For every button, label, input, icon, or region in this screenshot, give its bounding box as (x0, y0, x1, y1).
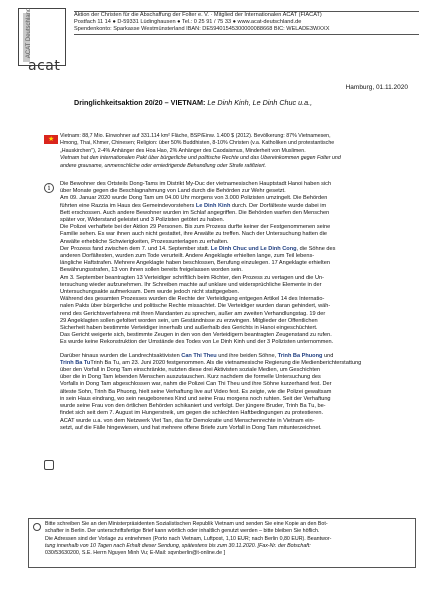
body-line: Untersuchungsakte aufmerksam. Dem wurde jedoch nicht stattgegeben. (60, 289, 240, 296)
body-line: Am 09. Januar 2020 wurde Dong Tam um 04.00 Uhr morgens von 3.000 Polizisten umzingelt. Die Behörden (60, 195, 328, 202)
instruction-box (28, 518, 416, 568)
organization-header (74, 12, 419, 34)
body-line: rend des Gerichtsverfahrens mit ihren Mandanten zu sprechen, außer am zweiten Verhandlungstag. 19 der (60, 310, 326, 317)
facts-line: „Hauskirchen"), 2-4% Anhänger des Hoa Hao, 2% Anhänger des Caodaismus, Minderheit von Muslimen. (60, 147, 306, 154)
facts-line: andere grausame, unmenschliche oder erniedrigende Behandlung oder Strafe ratifiziert. (60, 162, 267, 169)
body-line: ACAT wurde u.a. von dem Netzwerk Viet Tan, das für Demokratie und Menschenrechte in Vietnam ein- (60, 417, 315, 424)
body-line: längliche Haftstrafen. Mehrere Angeklagte haben beschlossen, Berufung einzulegen. 17 Angeklagte erhielten (60, 260, 330, 267)
instruction-line: tung innerhalb von 10 Tagen nach Erhalt dieser Sendung, spätestens bis zum 30.11.2020. [Fax-Nr. der Botschaft: (45, 542, 311, 549)
org-bank-line: Spendenkonto: Sparkasse Westmünsterland IBAN: DE59401545300000088668 BIC: WELADE3WXXX (74, 26, 330, 33)
body-line: findet sich seit dem 7. August im Hungerstreik, um gegen die schlechten Haftbedingungen zu protestieren. (60, 410, 324, 417)
facts-line: Hmong, Thai, Khmer, Chinesen; Religion: über 50% Buddhisten, 8-10% Christen (v.a. Katholiken und protestantische (60, 140, 335, 147)
network-icon (44, 460, 54, 470)
header-bottom-rule (74, 34, 419, 35)
body-line: Am 3. September beantragten 13 Verteidiger schriftlich beim Richter, den Prozess zu vertagen und die Un- (60, 274, 324, 281)
info-icon: i (44, 183, 54, 193)
country-facts (60, 133, 418, 170)
mail-icon (33, 523, 41, 531)
body-line: später vor, Widerstand geleistet und 3 Polizisten getötet zu haben. (60, 217, 225, 224)
body-line: Während des gesamten Prozesses wurden die Rechte der Verteidigung entgegen Artikel 14 des Internatio- (60, 296, 325, 303)
body-line: Die Polizei verhaftete bei der Aktion 29 Personen. Bis zum Prozess durfte keiner der Festgenommenen seine (60, 224, 331, 231)
body-line: über den Vorfall in Dong Tam einschränkte, nutzten diese drei Aktivisten soziale Medien, um Geschichten (60, 367, 321, 374)
body-line: über Monate gegen die Beschlagnahmung von Land durch die Behörden zur Wehr gesetzt. (60, 188, 286, 195)
org-name-line: Aktion der Christen für die Abschaffung der Folter e. V. · Mitglied der Internationalen ACAT (FIACAT) (74, 12, 322, 18)
logo-text: acat (28, 58, 61, 74)
body-line: Anwälte erhebliche Schwierigkeiten, Prozessunterlagen zu erhalten. (60, 238, 229, 245)
body-text: führten eine Razzia im Haus des Gemeindevorstehers (60, 202, 196, 209)
org-address-line: Postfach 11 14 ● D-59331 Lüdinghausen ● Tel.: 0 25 91 / 75 33 ● www.acat-deutschland.de (74, 19, 302, 26)
person-name: Le Dinh Kinh (195, 202, 231, 209)
body-text: , die Söhne des (296, 245, 336, 252)
person-name: Trinh Ba Tu (60, 359, 91, 366)
instruction-line: schafter in Berlin. Der unterschriftsfertige Brief kann wörtlich oder inhaltlich genutzt werden – bitte bleiben Sie höflich. (45, 528, 320, 535)
body-line: anderen Dorfältesten, wurden zum Tode verurteilt. Andere Angeklagte erhielten lange, zum Teil lebens- (60, 253, 315, 260)
body-line: Die Bewohner des Ortsteils Dong-Tams im Distrikt My-Duc der vietnamesischen Hauptstadt Hanoi haben sich (60, 181, 332, 187)
body-line: älteste Sohn, Trinh Ba Phuong, hielt seine Verhaftung live auf Video fest. Es zeigte, wie die Polizei gewaltsam (60, 388, 332, 395)
body-text: Darüber hinaus wurden die Landrechtsaktivisten (60, 352, 182, 359)
body-line: Bewährungsstrafen, 13 von ihnen sollen bereits freigelassen worden sein. (60, 267, 243, 274)
facts-line: Vietnam: 88,7 Mio. Einwohner auf 331.114 km² Fläche, BSP/Einw. 1.400 $ (2012). Bevölkerung: 87% Vietnamesen, (60, 133, 331, 139)
person-name: Le Dinh Chuc und Le Dinh Cong (210, 245, 297, 252)
instruction-line: 030/53630200, S.E. Herrn Nguyen Minh Vu; E-Mail: sqvnberlin@t-online.de ] (45, 550, 226, 557)
body-text: und (322, 352, 334, 359)
action-title-names: Le Dinh Kinh, Le Dinh Chuc u.a., (207, 98, 313, 107)
body-text: durch. Der Dorfälteste wurde dabei im (230, 202, 327, 209)
body-line: tersuchung wieder aufzunehmen. Ihr Schreiben machte auf unklare und widersprüchliche Elemente in der (60, 281, 322, 288)
body-line: Sicherheit haben bestimmte Verteidiger innerhalb und außerhalb des Gerichts in Hanoi eingeschüchtert. (60, 325, 318, 332)
body-line (60, 203, 418, 210)
body-line: Es wurde keine Rekonstruktion der Umstände des Todes von Le Dinh Kinh und der 3 Polizisten unternommen. (60, 339, 334, 346)
instruction-line: Bitte schreiben Sie an den Ministerpräsidenten Sozialistischen Republik Vietnam und senden Sie eine Kopie an den Bot- (45, 521, 328, 527)
instruction-text (45, 521, 413, 557)
body-line (60, 360, 418, 367)
body-line: nalen Pakts über bürgerliche und politische Rechte missachtet. Die Verteidiger wurden daran gehindert, wäh- (60, 303, 331, 310)
instruction-line: Die Adressen sind der Vorlage zu entnehmen (Porto nach Vietnam, Luftpost, 1,10 EUR; nach Berlin 0,80 EUR). Beantwor- (45, 535, 332, 542)
action-title (74, 98, 312, 107)
body-line: Bett erschossen. Auch andere Bewohner wurden im Schlaf angegriffen. Die Behörden warfen den Menschen (60, 209, 330, 216)
body-line: wurde seine Frau von den örtlichen Behörden schikaniert und verfolgt. Der jüngere Bruder, Trinh Ba Tu, be- (60, 403, 326, 410)
person-name: Trinh Ba Phuong (277, 352, 323, 359)
body-line: über die in Dong Tam lebenden Menschen auszutauschen. Kurz nachdem die formelle Untersuchung des (60, 374, 321, 381)
body-line: Vorfalls in Dong Tam abgeschlossen war, nahm die Polizei Can Thi Theu und ihre Söhne kurzerhand fest. Der (60, 381, 332, 388)
body-line: setzt, auf die Fälle hingewiesen, und hat mehrere offene Briefe zum Vorfall in Dong Tam mitunterzeichnet. (60, 424, 322, 431)
case-description (60, 181, 418, 432)
body-text: Trinh Ba Tu, am 23. Juni 2020 festgenommen. Als die vietnamesische Regierung die Medienberichterstattung (90, 359, 362, 366)
body-line: 29 Angeklagten sollen gefoltert worden sein, um Geständnisse zu erzwingen. Mitglieder der Öffentlichen (60, 317, 318, 324)
action-title-main: Dringlichkeitsaktion 20/20 – VIETNAM: (74, 98, 206, 107)
person-name: Can Thi Theu (181, 352, 217, 359)
facts-line: Vietnam hat den internationalen Pakt über bürgerliche und politische Rechte und das Übereinkommen gegen Folter und (60, 155, 341, 162)
body-line: Das Gericht weigerte sich, bestimmte Zeugen in den von den Verteidigern beantragten Zeugenstand zu rufen. (60, 332, 332, 339)
body-line (60, 246, 418, 253)
body-line (60, 353, 418, 360)
vietnam-flag-icon: ★ (44, 135, 58, 144)
body-line: Familie sehen. Es war ihnen auch nicht gestattet, ihre Anwälte zu treffen. Nach der Untersuchung hatten die (60, 231, 327, 238)
body-text: und ihre beiden Söhne, (216, 352, 278, 359)
logo-side-text: ACAT Deutschland (26, 7, 33, 59)
acat-logo (18, 8, 66, 78)
body-text: Der Prozess fand zwischen dem 7. und 14. September statt. (60, 245, 211, 252)
header-top-rule (74, 11, 419, 12)
letter-date: Hamburg, 01.11.2020 (345, 84, 408, 91)
body-line: in sein Haus eindrang, wo sein neugeborenes Kind und seine Frau morgens noch ruhten. Seit der Verhaftung (60, 395, 331, 402)
